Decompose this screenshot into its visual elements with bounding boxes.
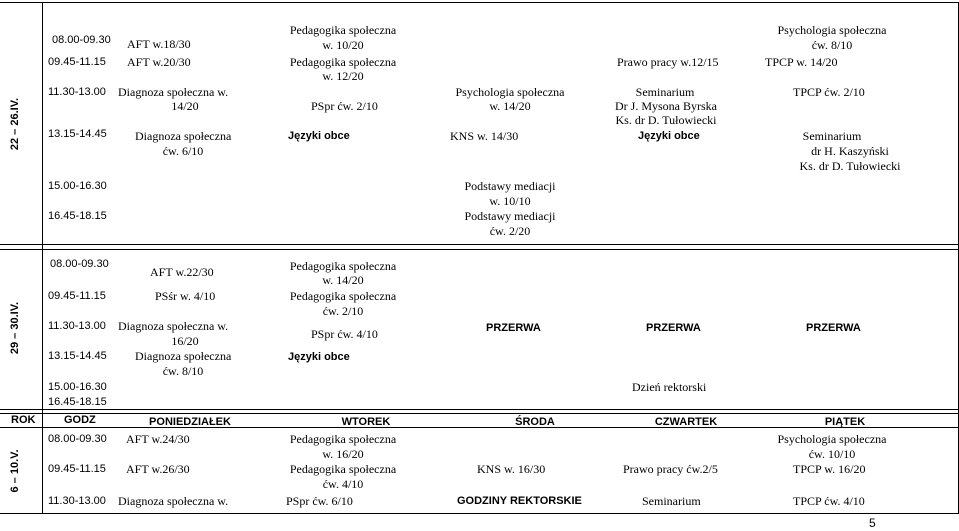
class-entry: w. 16/20: [322, 447, 364, 461]
class-entry: Pedagogika społeczna: [289, 462, 397, 476]
class-entry: w. 14/20: [322, 273, 364, 287]
class-entry: Języki obce: [638, 130, 700, 142]
class-entry: ćw. 2/20: [489, 224, 531, 238]
class-entry: Diagnoza społeczna w.: [118, 494, 229, 508]
class-entry: Pedagogika społeczna: [289, 23, 397, 37]
class-entry: Dzień rektorski: [632, 380, 707, 394]
class-entry: Psychologia społeczna: [777, 432, 887, 446]
class-entry: PSśr w. 4/10: [155, 289, 216, 303]
class-entry: AFT w.22/30: [150, 265, 214, 279]
class-entry: w. 14/20: [489, 99, 531, 113]
rule: [0, 409, 959, 410]
class-entry: Języki obce: [288, 130, 350, 142]
class-entry: Prawo pracy ćw.2/5: [623, 462, 718, 476]
class-entry: ćw. 8/10: [811, 38, 853, 52]
class-entry: Pedagogika społeczna: [289, 259, 397, 273]
header-day: CZWARTEK: [654, 416, 718, 428]
rule: [0, 249, 959, 250]
week-label-3: 6 – 10.V.: [9, 449, 21, 493]
header-day: WTOREK: [341, 416, 391, 428]
class-entry: Psychologia społeczna: [777, 23, 887, 37]
class-entry: Pedagogika społeczna: [289, 55, 397, 69]
class-entry: AFT w.24/30: [126, 432, 190, 446]
week-label-2: 29 – 30.IV.: [9, 301, 21, 355]
page-number: 5: [869, 516, 876, 530]
class-entry: Ks. dr D. Tułowiecki: [615, 113, 717, 127]
class-entry: KNS w. 16/30: [477, 462, 546, 476]
class-entry: Prawo pracy w.12/15: [617, 55, 719, 69]
class-entry: Diagnoza społeczna w.: [118, 85, 229, 99]
class-entry: Pedagogika społeczna: [289, 432, 397, 446]
rule: [0, 427, 959, 428]
time-slot: 11.30-13.00: [48, 495, 106, 507]
class-entry: Psychologia społeczna: [455, 85, 565, 99]
rule: [0, 244, 959, 245]
class-entry: dr H. Kaszyński: [811, 144, 889, 158]
time-slot: 11.30-13.00: [48, 86, 106, 98]
header-day: PIĄTEK: [824, 416, 866, 428]
class-entry: ćw. 6/10: [162, 144, 204, 158]
class-entry: AFT w.18/30: [127, 37, 191, 51]
class-entry: TPCP w. 14/20: [765, 55, 838, 69]
class-entry: Pedagogika społeczna: [289, 289, 397, 303]
class-entry: 14/20: [171, 99, 199, 113]
header-day: ŚRODA: [515, 416, 555, 428]
class-entry: GODZINY REKTORSKIE: [457, 495, 582, 507]
class-entry: w. 10/10: [489, 194, 531, 208]
rule: [42, 2, 43, 513]
class-entry: Dr J. Mysona Byrska: [615, 99, 717, 113]
time-slot: 09.45-11.15: [48, 463, 106, 475]
class-entry: PRZERWA: [806, 322, 861, 334]
time-slot: 11.30-13.00: [48, 320, 106, 332]
class-entry: ćw. 4/10: [322, 477, 364, 491]
class-entry: PSpr ćw. 6/10: [286, 494, 353, 508]
time-slot: 08.00-09.30: [48, 433, 107, 445]
class-entry: AFT w.20/30: [127, 55, 191, 69]
header-day: PONIEDZIAŁEK: [149, 416, 231, 428]
class-entry: PSpr ćw. 4/10: [311, 327, 378, 341]
header-godz: GODZ: [64, 414, 96, 426]
class-entry: Diagnoza społeczna: [135, 129, 232, 143]
rule: [0, 413, 959, 414]
class-entry: Diagnoza społeczna: [135, 349, 232, 363]
class-entry: ćw. 2/10: [322, 304, 364, 318]
time-slot: 13.15-14.45: [48, 350, 107, 362]
time-slot: 09.45-11.15: [48, 290, 106, 302]
class-entry: w. 12/20: [322, 69, 364, 83]
time-slot: 09.45-11.15: [48, 56, 106, 68]
time-slot: 15.00-16.30: [48, 180, 107, 192]
class-entry: Diagnoza społeczna w.: [118, 319, 229, 333]
header-rok: ROK: [11, 414, 36, 426]
class-entry: Podstawy mediacji: [464, 209, 556, 223]
time-slot: 16.45-18.15: [48, 396, 107, 408]
class-entry: Seminarium: [635, 85, 695, 99]
class-entry: TPCP ćw. 4/10: [793, 494, 865, 508]
rule: [0, 2, 959, 3]
time-slot: 13.15-14.45: [48, 128, 107, 140]
class-entry: TPCP w. 16/20: [793, 462, 866, 476]
class-entry: PSpr ćw. 2/10: [311, 99, 378, 113]
class-entry: AFT w.26/30: [126, 462, 190, 476]
class-entry: PRZERWA: [486, 322, 541, 334]
class-entry: KNS w. 14/30: [450, 129, 519, 143]
class-entry: ćw. 10/10: [808, 447, 856, 461]
class-entry: Języki obce: [288, 351, 350, 363]
time-slot: 15.00-16.30: [48, 381, 107, 393]
class-entry: Podstawy mediacji: [464, 179, 556, 193]
class-entry: Seminarium: [802, 129, 862, 143]
class-entry: 16/20: [171, 334, 199, 348]
class-entry: PRZERWA: [646, 322, 701, 334]
time-slot: 08.00-09.30: [50, 258, 109, 270]
class-entry: w. 10/20: [322, 38, 364, 52]
time-slot: 08.00-09.30: [52, 34, 111, 46]
class-entry: TPCP ćw. 2/10: [793, 85, 865, 99]
class-entry: ćw. 8/10: [162, 364, 204, 378]
class-entry: Ks. dr D. Tułowiecki: [799, 159, 901, 173]
week-label-1: 22 – 26.IV.: [9, 97, 21, 151]
time-slot: 16.45-18.15: [48, 210, 107, 222]
class-entry: Seminarium: [642, 494, 701, 508]
rule: [0, 513, 959, 514]
